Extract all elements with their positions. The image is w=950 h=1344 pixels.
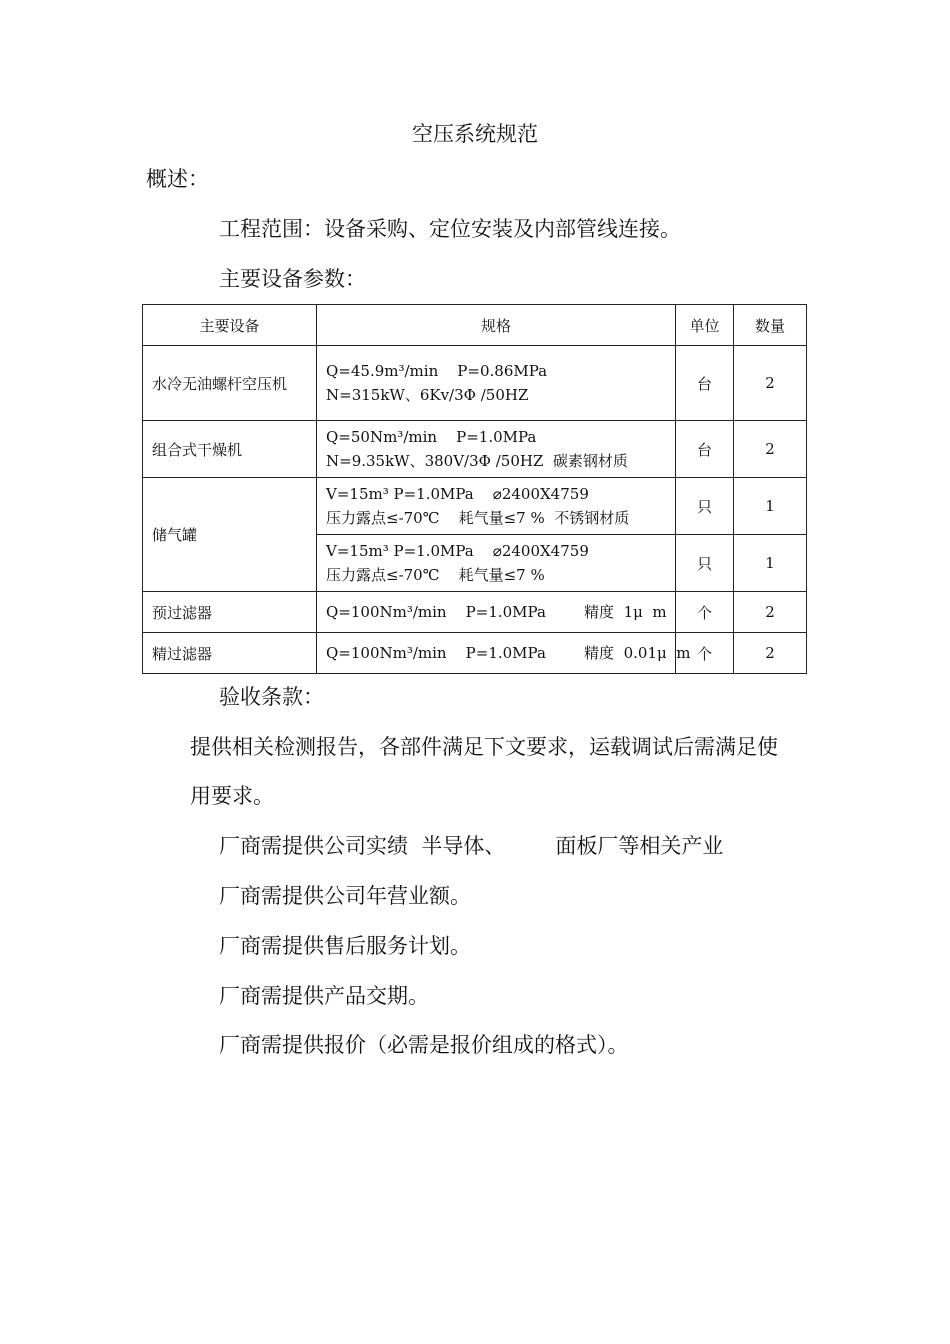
spec-line: 压力露点≤-70℃ 耗气量≤7 % 不锈钢材质 (326, 509, 630, 527)
equipment-unit: 台 (676, 421, 734, 478)
requirement-track-record (219, 830, 723, 860)
scope-text: 工程范围：设备采购、定位安装及内部管线连接。 (219, 217, 681, 241)
equipment-qty: 2 (734, 633, 807, 674)
equipment-unit: 个 (676, 592, 734, 633)
spec-line: V=15m³ P=1.0MPa ⌀2400X4759 (326, 542, 589, 560)
table-row (143, 346, 807, 421)
requirement-delivery: 厂商需提供产品交期。 (219, 984, 429, 1008)
spec-line: 压力露点≤-70℃ 耗气量≤7 % (326, 566, 545, 584)
spec-line: Q=100Nm³/min P=1.0MPa 精度 0.01μ m (326, 644, 691, 662)
equipment-unit: 台 (676, 346, 734, 421)
equipment-qty: 2 (734, 421, 807, 478)
acceptance-heading: 验收条款： (219, 685, 324, 709)
equipment-qty: 2 (734, 346, 807, 421)
equipment-spec (317, 633, 691, 674)
spec-line: N=9.35kW、380V/3Φ /50HZ 碳素钢材质 (326, 452, 628, 470)
spec-line: Q=50Nm³/min P=1.0MPa (326, 428, 537, 446)
equipment-spec (317, 421, 676, 478)
equipment-spec (317, 592, 676, 633)
equipment-spec (317, 478, 676, 535)
equipment-name: 水冷无油螺杆空压机 (143, 346, 317, 421)
document-title: 空压系统规范 (412, 122, 538, 146)
requirement-track-record-a: 厂商需提供公司实绩 半导体、 (219, 834, 506, 858)
acceptance-paragraph-line1: 提供相关检测报告，各部件满足下文要求，运载调试后需满足使 (190, 735, 778, 759)
spec-line: N=315kW、6Kv/3Φ /50HZ (326, 386, 529, 404)
equipment-name: 精过滤器 (143, 633, 317, 674)
table-header-row (143, 305, 807, 346)
equipment-name: 预过滤器 (143, 592, 317, 633)
spec-line: Q=100Nm³/min P=1.0MPa 精度 1μ m (326, 603, 667, 621)
equipment-qty: 2 (734, 592, 807, 633)
equipment-table (142, 304, 807, 674)
equipment-qty: 1 (734, 535, 807, 592)
spec-line: Q=45.9m³/min P=0.86MPa (326, 362, 548, 380)
header-spec: 规格 (317, 305, 676, 346)
header-qty: 数量 (734, 305, 807, 346)
table-row (143, 633, 807, 674)
header-equipment: 主要设备 (143, 305, 317, 346)
equipment-spec (317, 346, 676, 421)
equipment-name: 储气罐 (143, 478, 317, 592)
acceptance-paragraph-line2: 用要求。 (190, 784, 274, 808)
table-row (143, 421, 807, 478)
overview-heading: 概述： (146, 167, 209, 191)
table-row (143, 592, 807, 633)
equipment-name: 组合式干燥机 (143, 421, 317, 478)
equipment-qty: 1 (734, 478, 807, 535)
equipment-unit: 只 (676, 535, 734, 592)
equipment-unit: 个 (676, 633, 734, 674)
requirement-revenue: 厂商需提供公司年营业额。 (219, 884, 471, 908)
table-row (143, 478, 807, 535)
requirement-after-sales: 厂商需提供售后服务计划。 (219, 934, 471, 958)
requirement-track-record-b: 面板厂等相关产业 (555, 834, 724, 858)
params-heading: 主要设备参数： (219, 267, 366, 291)
header-unit: 单位 (676, 305, 734, 346)
equipment-spec (317, 535, 676, 592)
requirement-quotation: 厂商需提供报价（必需是报价组成的格式）。 (219, 1033, 629, 1057)
spec-line: V=15m³ P=1.0MPa ⌀2400X4759 (326, 485, 589, 503)
equipment-unit: 只 (676, 478, 734, 535)
